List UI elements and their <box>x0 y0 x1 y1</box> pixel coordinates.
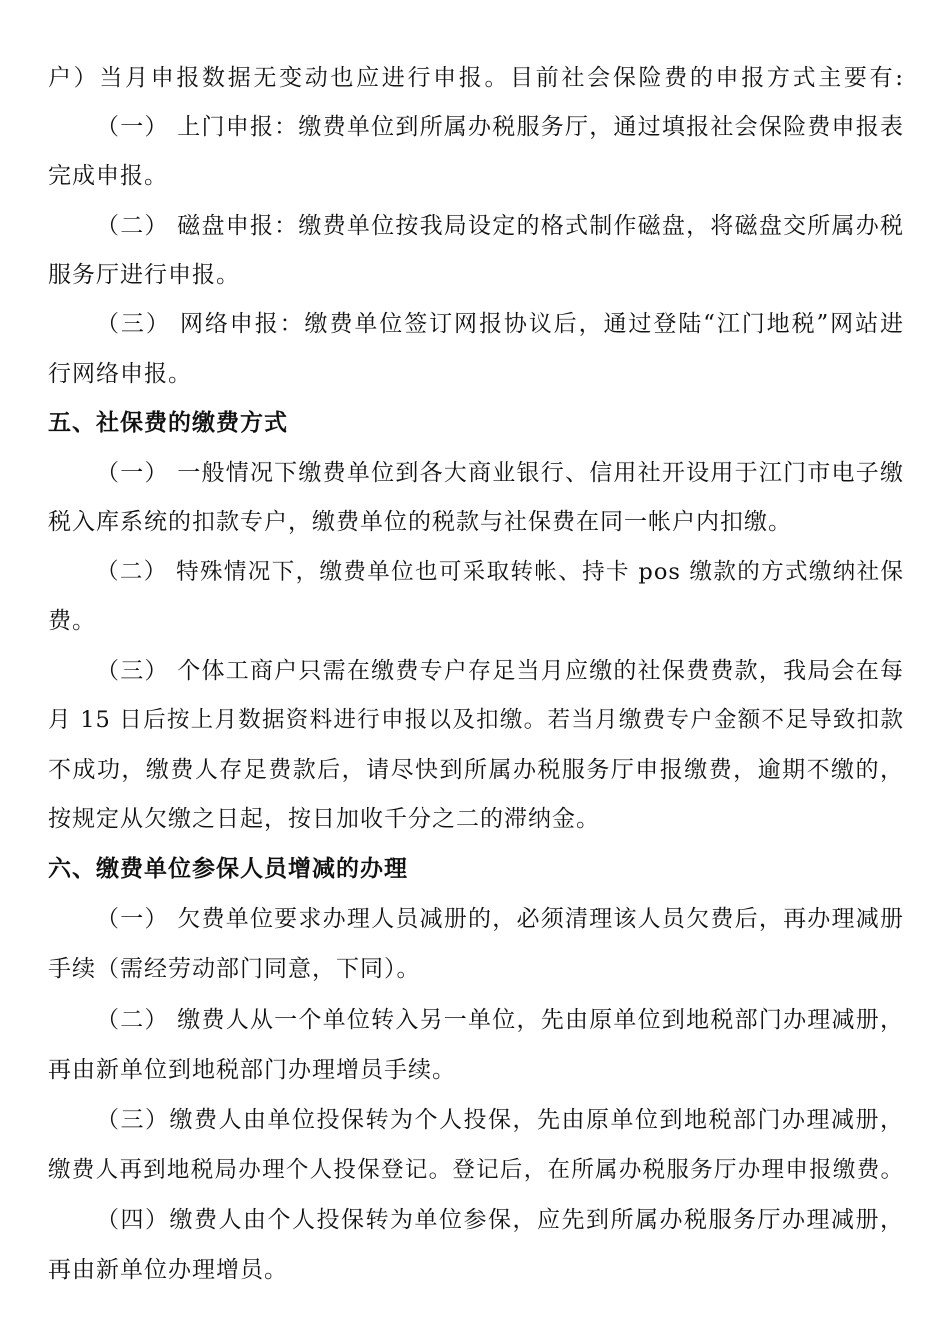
paragraph-line: 费。 <box>48 608 96 634</box>
paragraph-line: 完成申报。 <box>48 163 168 189</box>
paragraph-line: 按规定从欠缴之日起，按日加收千分之二的滞纳金。 <box>48 806 600 832</box>
paragraph-line: 手续（需经劳动部门同意，下同）。 <box>48 956 421 982</box>
paragraph-line: 月 15 日后按上月数据资料进行申报以及扣缴。若当月缴费专户金额不足导致扣款 <box>48 707 904 733</box>
paragraph-line: （三）缴费人由单位投保转为个人投保，先由原单位到地税部门办理减册， <box>96 1107 904 1133</box>
section-heading: 六、缴费单位参保人员增减的办理 <box>48 856 408 882</box>
paragraph-line: 不成功，缴费人存足费款后，请尽快到所属办税服务厅申报缴费，逾期不缴的， <box>48 757 904 783</box>
paragraph-line: 户）当月申报数据无变动也应进行申报。目前社会保险费的申报方式主要有: <box>48 65 904 91</box>
paragraph-line: 税入库系统的扣款专户，缴费单位的税款与社保费在同一帐户内扣缴。 <box>48 509 792 535</box>
paragraph-line: （三） 个体工商户只需在缴费专户存足当月应缴的社保费费款，我局会在每 <box>96 658 904 684</box>
paragraph-line: （一） 欠费单位要求办理人员减册的，必须清理该人员欠费后，再办理减册 <box>96 906 904 932</box>
paragraph-line: （一） 一般情况下缴费单位到各大商业银行、信用社开设用于江门市电子缴 <box>96 460 904 486</box>
paragraph-line: （一） 上门申报：缴费单位到所属办税服务厅，通过填报社会保险费申报表 <box>96 114 904 140</box>
paragraph-line: 行网络申报。 <box>48 361 192 387</box>
paragraph-line: 服务厅进行申报。 <box>48 262 240 288</box>
paragraph-line: （四）缴费人由个人投保转为单位参保，应先到所属办税服务厅办理减册， <box>96 1207 904 1233</box>
paragraph-line: （二） 缴费人从一个单位转入另一单位，先由原单位到地税部门办理减册， <box>96 1007 904 1033</box>
paragraph-line: 再由新单位办理增员。 <box>48 1257 288 1283</box>
section-heading: 五、社保费的缴费方式 <box>48 410 288 436</box>
paragraph-line: （三） 网络申报：缴费单位签订网报协议后，通过登陆“江门地税”网站进 <box>96 311 904 337</box>
paragraph-line: 再由新单位到地税部门办理增员手续。 <box>48 1057 456 1083</box>
paragraph-line: （二） 磁盘申报：缴费单位按我局设定的格式制作磁盘，将磁盘交所属办税 <box>96 213 904 239</box>
paragraph-line: 缴费人再到地税局办理个人投保登记。登记后，在所属办税服务厅办理申报缴费。 <box>48 1157 904 1183</box>
paragraph-line: （二） 特殊情况下，缴费单位也可采取转帐、持卡 pos 缴款的方式缴纳社保 <box>96 559 904 585</box>
